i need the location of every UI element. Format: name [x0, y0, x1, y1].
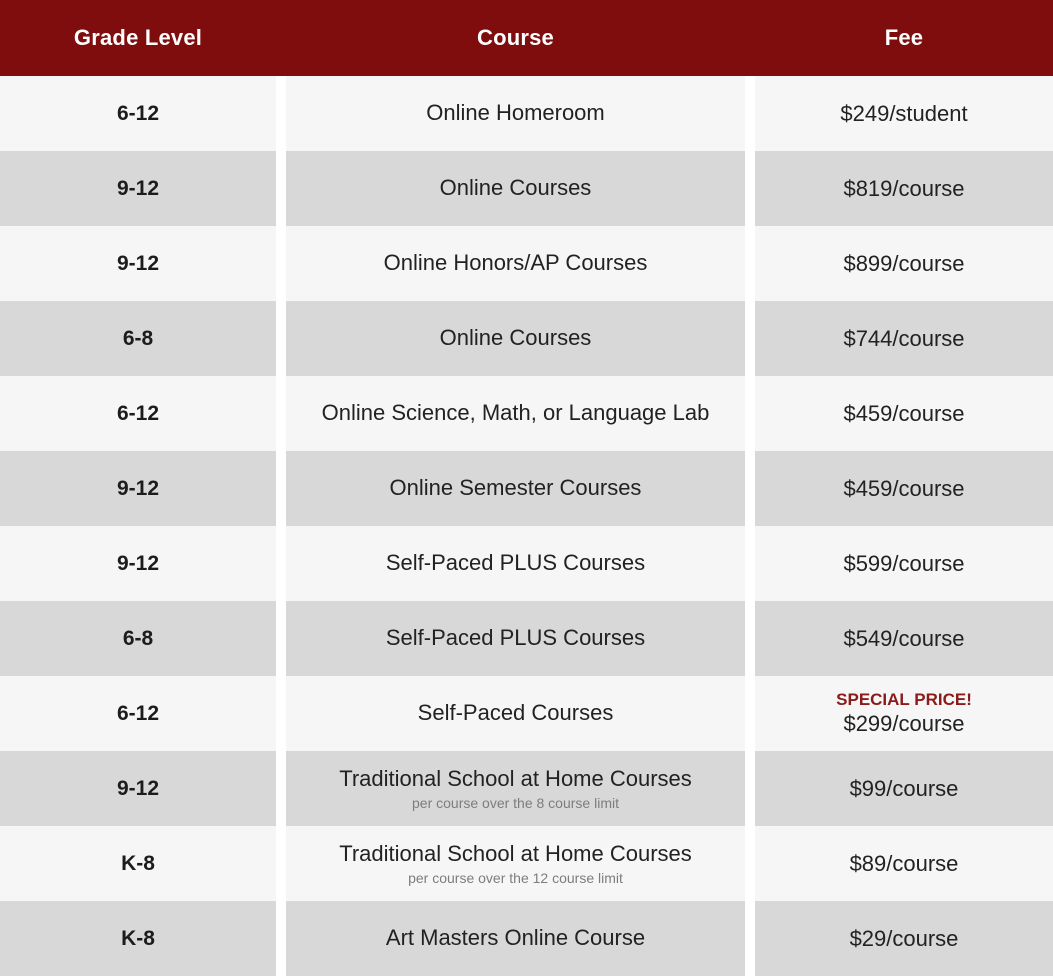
table-row — [0, 76, 1053, 151]
course-cell — [286, 676, 745, 751]
course-name: Online Homeroom — [426, 100, 605, 126]
course-name: Online Courses — [439, 175, 592, 201]
course-cell — [286, 826, 745, 901]
table-row — [0, 226, 1053, 301]
fee-amount: $459/course — [843, 400, 965, 426]
table-header — [0, 0, 1053, 76]
course-name: Online Science, Math, or Language Lab — [321, 400, 710, 426]
course-cell — [286, 301, 745, 376]
course-name: Self-Paced PLUS Courses — [385, 625, 646, 651]
course-name: Traditional School at Home Courses — [339, 765, 692, 791]
table-body — [0, 76, 1053, 976]
fee-cell — [755, 376, 1053, 451]
table-row — [0, 451, 1053, 526]
fee-cell — [755, 76, 1053, 151]
table-row — [0, 901, 1053, 976]
column-header-course: Course — [477, 25, 554, 50]
fee-cell — [755, 526, 1053, 601]
column-header-fee: Fee — [884, 25, 924, 50]
fee-cell — [755, 226, 1053, 301]
table-row — [0, 676, 1053, 751]
course-cell — [286, 526, 745, 601]
fee-amount: $459/course — [843, 475, 965, 501]
course-name: Online Semester Courses — [389, 475, 642, 501]
course-name: Art Masters Online Course — [385, 925, 646, 951]
course-name: Traditional School at Home Courses — [339, 840, 692, 866]
course-cell — [286, 226, 745, 301]
fee-cell — [755, 901, 1053, 976]
grade-level-cell: K-8 — [0, 826, 276, 901]
fee-amount: $744/course — [843, 325, 965, 351]
fee-cell — [755, 301, 1053, 376]
course-name: Online Courses — [439, 325, 592, 351]
fee-amount: $549/course — [843, 625, 965, 651]
table-row — [0, 151, 1053, 226]
fee-amount: $249/student — [840, 100, 968, 126]
fee-cell — [755, 826, 1053, 901]
fee-cell — [755, 751, 1053, 826]
column-header-grade-level: Grade Level — [73, 25, 203, 50]
course-name: Self-Paced Courses — [417, 700, 614, 726]
course-cell — [286, 76, 745, 151]
grade-level-cell: 9-12 — [0, 526, 276, 601]
grade-level-cell: 6-12 — [0, 76, 276, 151]
fee-amount: $29/course — [849, 925, 959, 951]
grade-level-cell: 6-12 — [0, 376, 276, 451]
table-row — [0, 751, 1053, 826]
table-row — [0, 826, 1053, 901]
fee-cell — [755, 676, 1053, 751]
course-cell — [286, 601, 745, 676]
fee-cell — [755, 451, 1053, 526]
course-cell — [286, 451, 745, 526]
grade-level-cell: 6-12 — [0, 676, 276, 751]
grade-level-cell: 9-12 — [0, 751, 276, 826]
table-row — [0, 301, 1053, 376]
course-name: Self-Paced PLUS Courses — [385, 550, 646, 576]
grade-level-cell: K-8 — [0, 901, 276, 976]
fee-cell — [755, 601, 1053, 676]
course-cell — [286, 376, 745, 451]
fee-amount: $899/course — [843, 250, 965, 276]
table-row — [0, 526, 1053, 601]
grade-level-cell: 6-8 — [0, 301, 276, 376]
special-price-badge: SPECIAL PRICE! — [836, 690, 972, 710]
table-row — [0, 376, 1053, 451]
grade-level-cell: 9-12 — [0, 226, 276, 301]
fee-amount: $99/course — [849, 775, 959, 801]
grade-level-cell: 9-12 — [0, 451, 276, 526]
grade-level-cell: 9-12 — [0, 151, 276, 226]
fee-amount: $89/course — [849, 850, 959, 876]
fee-amount: $599/course — [843, 550, 965, 576]
fee-amount: $299/course — [843, 711, 965, 737]
course-note: per course over the 12 course limit — [408, 870, 623, 887]
course-cell — [286, 901, 745, 976]
course-name: Online Honors/AP Courses — [383, 250, 648, 276]
table-row — [0, 601, 1053, 676]
course-cell — [286, 151, 745, 226]
fee-amount: $819/course — [843, 175, 965, 201]
grade-level-cell: 6-8 — [0, 601, 276, 676]
fee-cell — [755, 151, 1053, 226]
course-cell — [286, 751, 745, 826]
course-note: per course over the 8 course limit — [412, 795, 619, 812]
